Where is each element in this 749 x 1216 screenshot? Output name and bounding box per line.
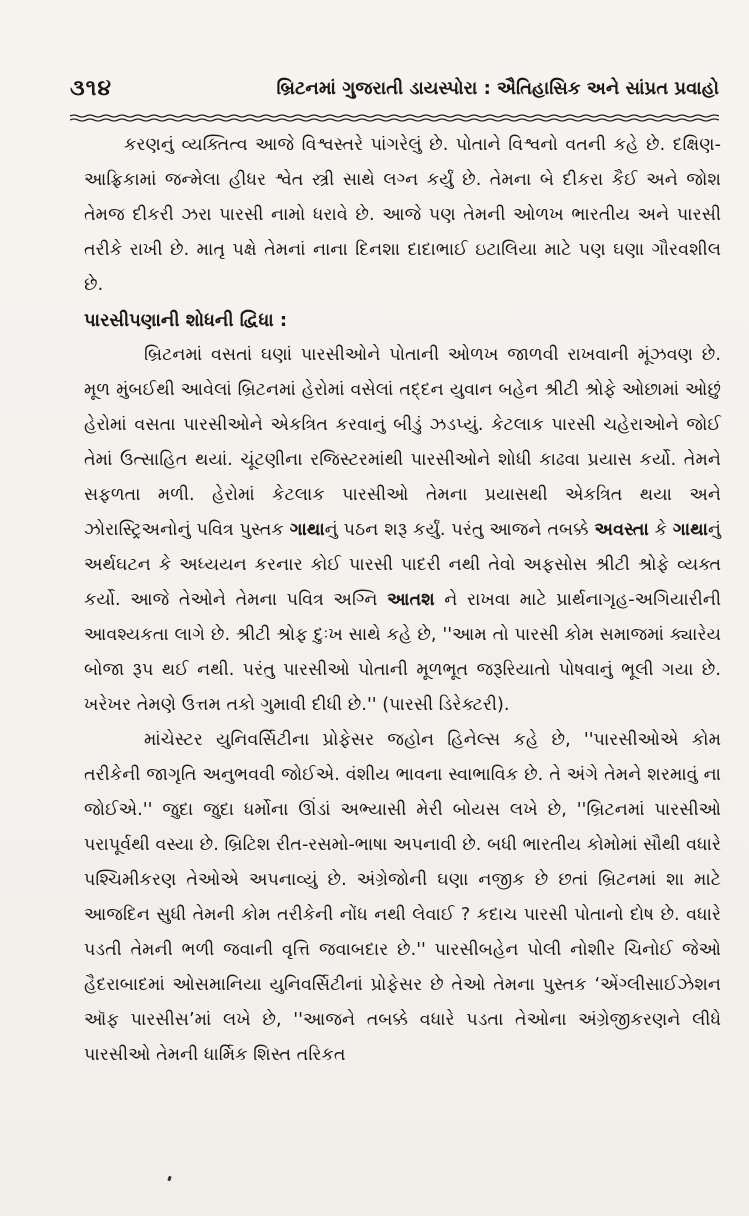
paragraph-3: માંચેસ્ટર યુનિવર્સિટીના પ્રોફેસર જહોન હિનેલ્સ કહે છે, ''પારસીઓએ કોમ તરીકેની જાગૃતિ અનુભવવી જોઈએ. વંશીય ભાવના સ્વાભાવિક છે. તે અંગે તેમને શરમાવું ના જોઈએ.'' જુદા જુદા ધર્મોના ઊંડાં અભ્યાસી મેરી બોયસ લખે છે, ''બ્રિટનમાં પારસીઓ પરાપૂર્વથી વસ્યા છે. બ્રિટિશ રીત-રસમો-ભાષા અપનાવી છે. બધી ભારતીય કોમોમાં સૌથી વધારે પશ્ચિમીકરણ તેઓએ અપનાવ્યું છે. અંગ્રેજોની ઘણા નજીક છે છતાં બ્રિટનમાં શા માટે આજદિન સુધી તેમની કોમ તરીકેની નોંધ નથી લેવાઈ ? કદાચ પારસી પોતાનો દોષ છે. વધારે પડતી તેમની ભળી જવાની વૃત્તિ જવાબદાર છે.'' પારસીબહેન પોલી નોશીર ચિનોઈ જેઓ હૈદરાબાદમાં ઓસમાનિયા યુનિવર્સિટીનાં પ્રોફેસર છે તેઓ તેમના પુસ્તક ‘એંગ્લીસાઈઝેશન ઑફ પારસીસ’માં લખે છે, ''આજને તબક્કે વધારે પડતા તેઓના અંગ્રેજીકરણને લીધે પારસીઓ તેમની ધાર્મિક શિસ્ત તરિકત <box>84 730 721 1065</box>
term-gatha: ગાથા <box>289 520 325 540</box>
running-title: બ્રિટનમાં ગુજરાતી ડાયસ્પોરા : ઐતિહાસિક અને સાંપ્રત પ્રવાહો <box>276 78 719 99</box>
page-number: ૩૧૪ <box>70 76 113 101</box>
pen-mark <box>167 1176 172 1182</box>
term-atash: આતશ <box>387 590 435 610</box>
term-gatha-2: ગાથા <box>672 520 708 540</box>
term-avesta: અવસ્તા <box>594 520 649 540</box>
paragraph-2-text-g: નું અર્થઘટન કે અધ્યયન કરનાર કોઈ પારસી પાદરી નથી તેવો અફસોસ શ્રીટી શ્રોફે વ્યક્ત કર્યો. આજે તેઓને તેમના પવિત્ર અગ્નિ <box>84 520 721 610</box>
paragraph-2-text-e: કે <box>648 520 673 540</box>
paragraph-2-text-c: નું પઠન શરૂ કર્યું. પરંતુ આજને તબક્કે <box>324 520 595 540</box>
paragraph-2 <box>84 338 721 723</box>
paragraph-2-text-a: બ્રિટનમાં વસતાં ઘણાં પારસીઓને પોતાની ઓળખ જાળવી રાખવાની મૂંઝવણ છે. મૂળ મુંબઈથી આવેલાં બ્રિટનમાં હેરોમાં વસેલાં તદ્દન યુવાન બહેન શ્રીટી શ્રોફે ઓછામાં ઓછું હેરોમાં વસતા પારસીઓને એકત્રિત કરવાનું બીડું ઝડપ્યું. કેટલાક પારસી ચહેરાઓને જોઈ તેમાં ઉત્સાહિત થયાં. ચૂંટણીના રજિસ્ટરમાંથી પારસીઓને શોધી કાઢવા પ્રયાસ કર્યો. તેમને સફળતા મળી. હેરોમાં કેટલાક પારસીઓ તેમના પ્રયાસથી એકત્રિત થયા અને ઝોરાસ્ટ્રિઅનોનું પવિત્ર પુસ્તક <box>84 345 721 540</box>
header-rule <box>70 114 719 122</box>
section-heading: પારસીપણાની શોધની દ્વિધા : <box>84 310 288 331</box>
paragraph-1: કરણનું વ્યક્તિત્વ આજે વિશ્વસ્તરે પાંગરેલું છે. પોતાને વિશ્વનો વતની કહે છે. દક્ષિણ-આફ્રિકામાં જન્મેલા હીધર શ્વેત સ્ત્રી સાથે લગ્ન કર્યું છે. તેમના બે દીકરા કૈઈ અને જોશ તેમજ દીકરી ઝરા પારસી નામો ધરાવે છે. આજે પણ તેમની ઓળખ ભારતીય અને પારસી તરીકે રાખી છે. માતૃ પક્ષે તેમનાં નાના દિનશા દાદાભાઈ ઇટાલિયા માટે પણ ઘણા ગૌરવશીલ છે. <box>84 135 721 295</box>
paragraph-2-text-i: ને રાખવા માટે પ્રાર્થનાગૃહ-અગિયારીની આવશ્યકતા લાગે છે. શ્રીટી શ્રોફ દુઃખ સાથે કહે છે, ''આમ તો પારસી કોમ સમાજમાં ક્યારેય બોજા રૂપ થઈ નથી. પરંતુ પારસીઓ પોતાની મૂળભૂત જરૂરિયાતો પોષવાનું ભૂલી ગયા છે. ખરેખર તેમણે ઉત્તમ તકો ગુમાવી દીધી છે.'' (પારસી ડિરેક્ટરી). <box>84 590 721 715</box>
page-body <box>84 128 721 1073</box>
header-rule-line <box>70 114 719 122</box>
page-header <box>70 76 719 116</box>
